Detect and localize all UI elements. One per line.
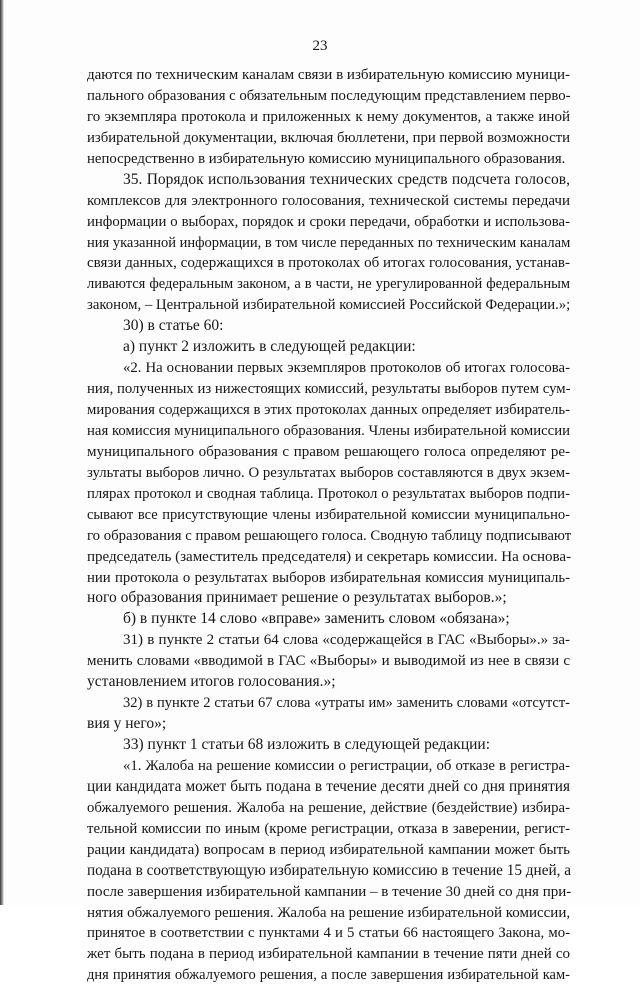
text-line: рации кандидата) вопросам в период избирательной кампании может быть <box>87 841 570 858</box>
text-line: избирательной документации, включая бюллетени, при первой возможности <box>87 129 570 146</box>
text-line: «1. Жалоба на решение комиссии о регистрации, об отказе в регистра- <box>123 757 570 774</box>
text-line: плярах протокол и сводная таблица. Протокол о результатах выборов подпи- <box>87 485 570 502</box>
text-line: председатель (заместитель председателя) и секретарь комиссии. На основа- <box>87 548 572 565</box>
text-line: 30) в статье 60: <box>123 317 224 335</box>
text-line: пального образования с обязательным последующим представлением перво- <box>87 87 571 104</box>
text-line: нятия обжалуемого решения. Жалоба на решение избирательной комиссии, <box>87 904 571 921</box>
text-line: зультаты выборов лично. О результатах выборов составляются в двух экзем- <box>87 464 570 481</box>
text-line: сывают все присутствующие члены избирательной комиссии муниципально- <box>87 506 570 523</box>
scan-edge-shadow <box>0 0 4 905</box>
text-line: даются по техническим каналам связи в избирательную комиссию муници- <box>87 67 570 83</box>
text-line: нии протокола о результатах выборов избирательная комиссия муниципаль- <box>87 569 570 586</box>
text-line: 32) в пункте 2 статьи 67 слова «утраты им» заменить словами «отсутст- <box>123 695 570 712</box>
text-line: менить словами «вводимой в ГАС «Выборы» и выводимой из нее в связи с <box>87 653 570 670</box>
text-line: законом, – Центральной избирательной комиссией Российской Федерации.»; <box>87 297 571 314</box>
text-line: ния, полученных из нижестоящих комиссий, результаты выборов путем сум- <box>87 381 571 398</box>
text-line: после завершения избирательной кампании – в течение 30 дней со дня при- <box>87 883 572 900</box>
text-line: непосредственно в избирательную комиссию муниципального образования. <box>87 150 566 167</box>
text-line: 33) пункт 1 статьи 68 изложить в следующей редакции: <box>123 736 491 753</box>
text-line: дня принятия обжалуемого решения, а после завершения избирательной кам- <box>87 967 570 984</box>
text-line: вия у него»; <box>87 715 167 733</box>
text-line: информации о выборах, порядок и сроки передачи, обработки и использова- <box>87 213 570 230</box>
text-line: а) пункт 2 изложить в следующей редакции: <box>123 338 416 356</box>
text-line: ния указанной информации, в том числе переданных по техническим каналам <box>87 234 571 251</box>
text-line: муниципального образования с правом решающего голоса определяют ре- <box>87 443 570 460</box>
text-line: го экземпляра протокола и приложенных к нему документов, а также иной <box>87 108 570 125</box>
text-line: подана в соответствующую избирательную комиссию в течение 15 дней, а <box>87 861 572 879</box>
text-line: ции кандидата может быть подана в течение десяти дней со дня принятия <box>87 777 570 795</box>
text-line: ного образования принимает решение о результатах выборов.»; <box>87 589 507 607</box>
text-line: обжалуемого решения. Жалоба на решение, действие (бездействие) избира- <box>87 799 570 816</box>
text-line: установлением итогов голосования.»; <box>87 673 336 691</box>
text-line: тельной комиссии по иным (кроме регистрации, отказа в заверении, регист- <box>87 820 570 837</box>
text-line: ливаются федеральным законом, а в части, не урегулированной федеральным <box>87 276 570 293</box>
text-line: 31) в пункте 2 статьи 64 слова «содержащейся в ГАС «Выборы».» за- <box>123 632 570 649</box>
text-line: жет быть подана в период избирательной кампании в течение пяти дней со <box>87 946 570 963</box>
page-number: 23 <box>312 38 328 54</box>
text-line: 35. Порядок использования технических средств подсчета голосов, <box>123 170 570 188</box>
text-line: «2. На основании первых экземпляров протоколов об итогах голосова- <box>123 360 570 377</box>
text-line: связи данных, содержащихся в протоколах об итогах голосования, устанав- <box>87 255 570 272</box>
document-body <box>87 65 570 986</box>
text-line: принятое в соответствии с пунктами 4 и 5 статьи 66 настоящего Закона, мо- <box>87 925 570 942</box>
text-line: мирования содержащихся в этих протоколах данных определяет избиратель- <box>87 402 570 418</box>
text-line: б) в пункте 14 слово «вправе» заменить словом «обязана»; <box>123 610 510 628</box>
text-line: го образования с правом решающего голоса. Сводную таблицу подписывают <box>87 527 572 544</box>
text-line: ная комиссия муниципального образования. Члены избирательной комиссии <box>87 422 570 439</box>
text-line: комплексов для электронного голосования, технической системы передачи <box>87 192 570 209</box>
